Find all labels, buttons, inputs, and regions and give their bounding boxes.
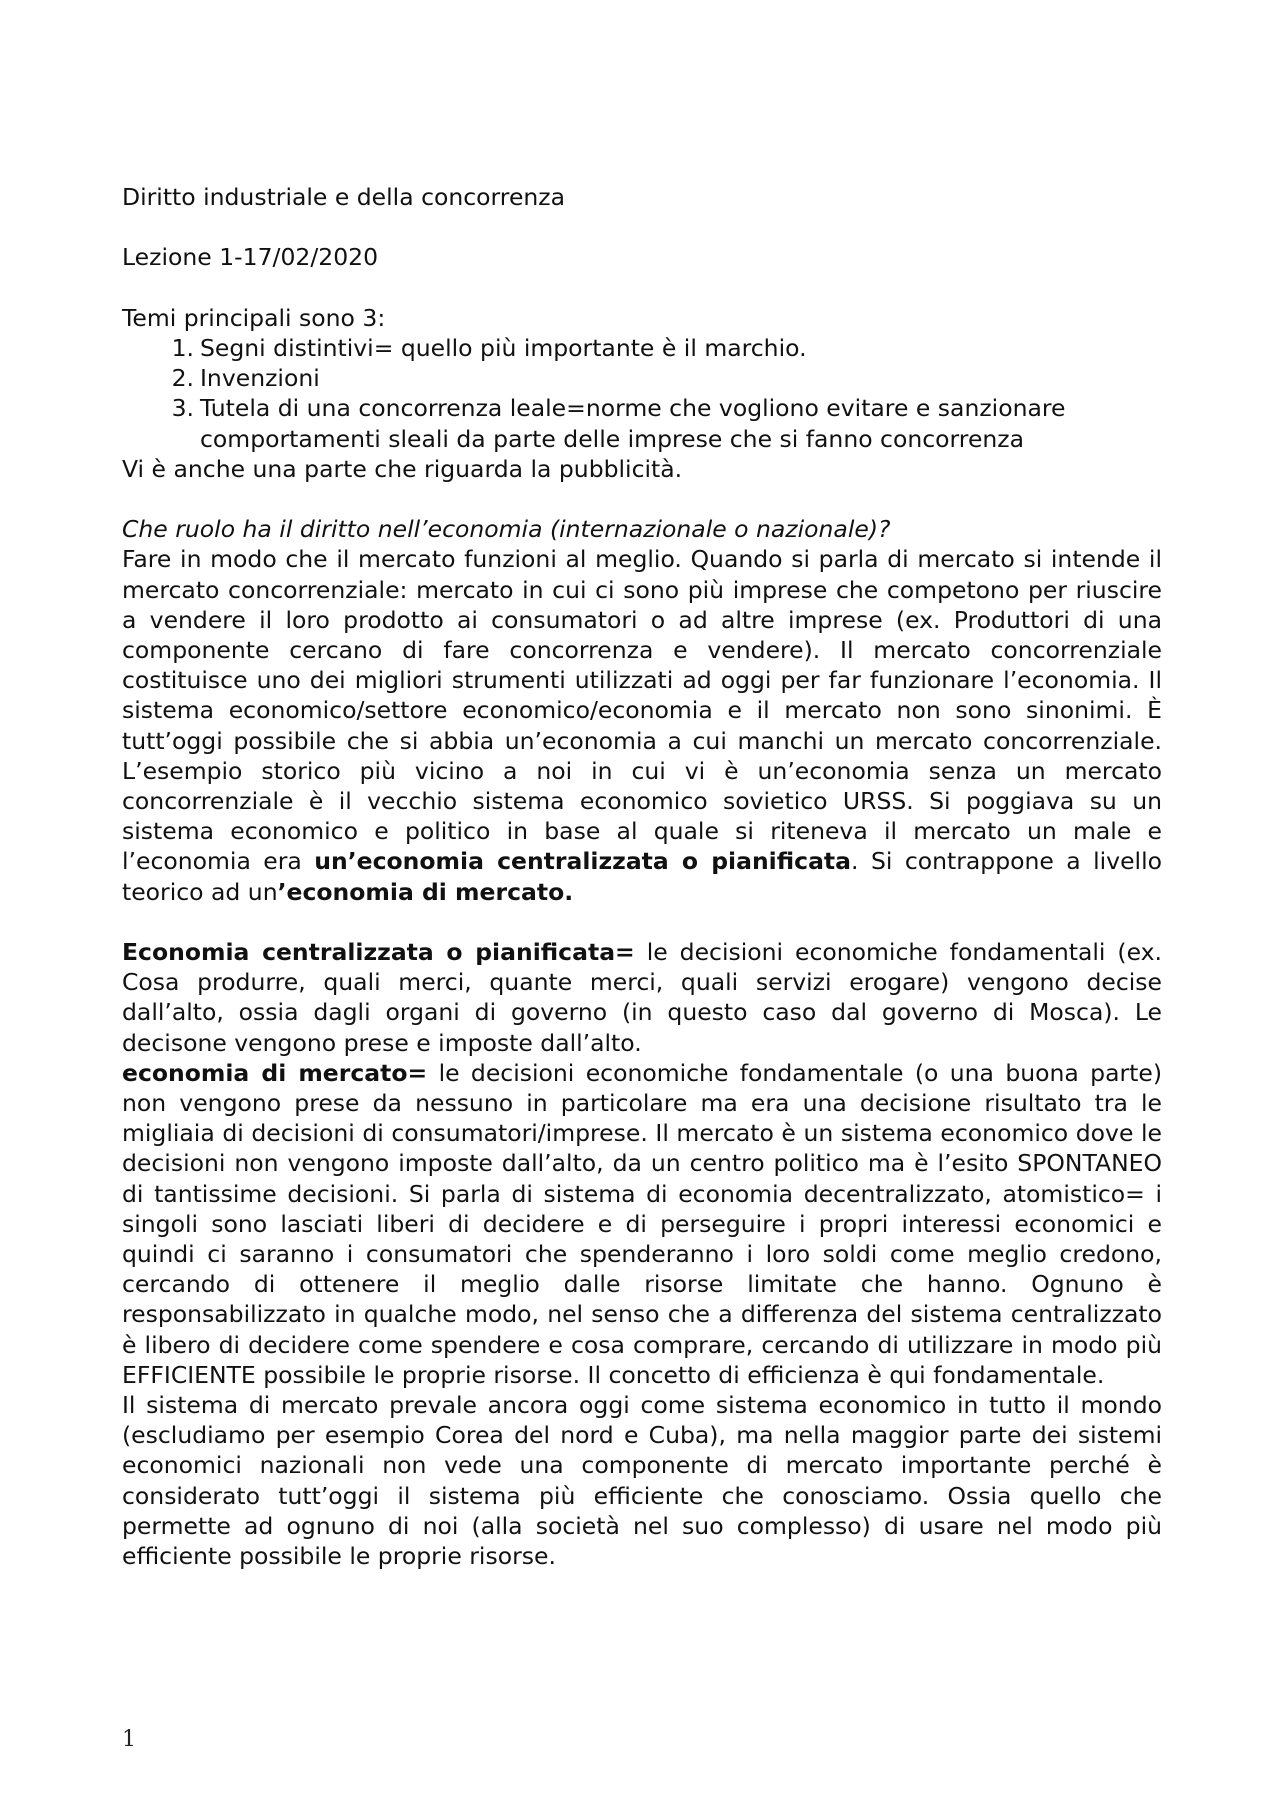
question-heading: Che ruolo ha il diritto nell’economia (internazionale o nazionale)? <box>122 515 891 544</box>
paragraph-market <box>122 544 1162 906</box>
list-item <box>122 363 1162 393</box>
definition-text: le decisioni economiche fondamentali (ex. Cosa produrre, quali merci, quante merci, quali servizi erogare) vengono decise dall’alto, ossia dagli organi di governo (in questo caso dal governo di Mosca). Le decisone vengono prese e imposte dall’alto. <box>122 938 1162 1057</box>
spacer <box>122 273 1162 303</box>
spacer <box>122 484 1162 514</box>
spacer <box>122 212 1162 242</box>
themes-list <box>122 333 1162 454</box>
list-item-text: Invenzioni <box>200 364 320 393</box>
bold-term: un’economia centralizzata o pianificata <box>314 847 852 876</box>
themes-intro: Temi principali sono 3: <box>122 303 386 332</box>
definition-centralized-economy <box>122 937 1162 1058</box>
list-item-text: Tutela di una concorrenza leale=norme che vogliono evitare e sanzionare comportamenti sleali da parte delle imprese che si fanno concorrenza <box>200 394 1066 453</box>
definition-term: Economia centralizzata o pianificata= <box>122 938 635 967</box>
paragraph-market-system: Il sistema di mercato prevale ancora oggi come sistema economico in tutto il mondo (escludiamo per esempio Corea del nord e Cuba), ma nella maggior parte dei sistemi economici nazionali non vede una componente di mercato importante perché è considerato tutt’oggi il sistema più efficiente che conosciamo. Ossia quello che permette ad ognuno di noi (alla società nel suo complesso) di usare nel modo più efficiente possibile le proprie risorse. <box>122 1391 1162 1571</box>
list-item-text: Segni distintivi= quello più importante è il marchio. <box>200 333 807 362</box>
lesson-heading: Lezione 1-17/02/2020 <box>122 243 379 272</box>
definition-term: economia di mercato= <box>122 1058 428 1087</box>
definition-text: le decisioni economiche fondamentale (o una buona parte) non vengono prese da nessuno in particolare ma era una decisione risultato tra le migliaia di decisioni di consumatori/imprese. Il mercato è un sistema economico dove le decisioni non vengono imposte dall’alto, da un centro politico ma è l’esito SPONTANEO di tantissime decisioni. Si parla di sistema di economia decentralizzato, atomistico= i singoli sono lasciati liberi di decidere e di perseguire i propri interessi economici e quindi ci saranno i consumatori che spenderanno i loro soldi come meglio credono, cercando di ottenere il meglio dalle risorse limitate che hanno. Ognuno è responsabilizzato in qualche modo, nel senso che a differenza del sistema centralizzato è libero di decidere come spendere e cosa comprare, cercando di utilizzare in modo più EFFICIENTE possibile le proprie risorse. Il concetto di efficienza è qui fondamentale. <box>122 1058 1162 1389</box>
document-title: Diritto industriale e della concorrenza <box>122 183 566 211</box>
bold-term: ’economia di mercato. <box>277 877 574 906</box>
paragraph-text: Fare in modo che il mercato funzioni al meglio. Quando si parla di mercato si intende il mercato concorrenziale: mercato in cui ci sono più imprese che competono per riuscire a vendere il loro prodotto ai consumatori o ad altre imprese (ex. Produttori di una componente cercano di fare concorrenza e vendere). Il mercato concorrenziale costituisce uno dei migliori strumenti utilizzati ad oggi per far funzionare l’economia. Il sistema economico/settore economico/economia e il mercato non sono sinonimi. È tutt’oggi possibile che si abbia un’economia a cui manchi un mercato concorrenziale. L’esempio storico più vicino a noi in cui vi è un’economia senza un mercato concorrenziale è il vecchio sistema economico sovietico URSS. Si poggiava su un sistema economico e politico in base al quale si riteneva il mercato un male e l’economia era <box>122 545 1162 876</box>
list-number: 1. <box>171 333 194 362</box>
list-item <box>122 333 1162 363</box>
page-number: 1 <box>122 1727 136 1752</box>
spacer <box>122 907 1162 937</box>
list-number: 2. <box>171 364 194 393</box>
list-number: 3. <box>171 394 194 423</box>
list-item <box>122 393 1162 453</box>
document-page <box>122 182 1162 1571</box>
definition-market-economy <box>122 1058 1162 1390</box>
paragraph-text: . Si contrappone a livello teorico ad un <box>122 847 1162 906</box>
themes-note: Vi è anche una parte che riguarda la pubblicità. <box>122 454 683 483</box>
